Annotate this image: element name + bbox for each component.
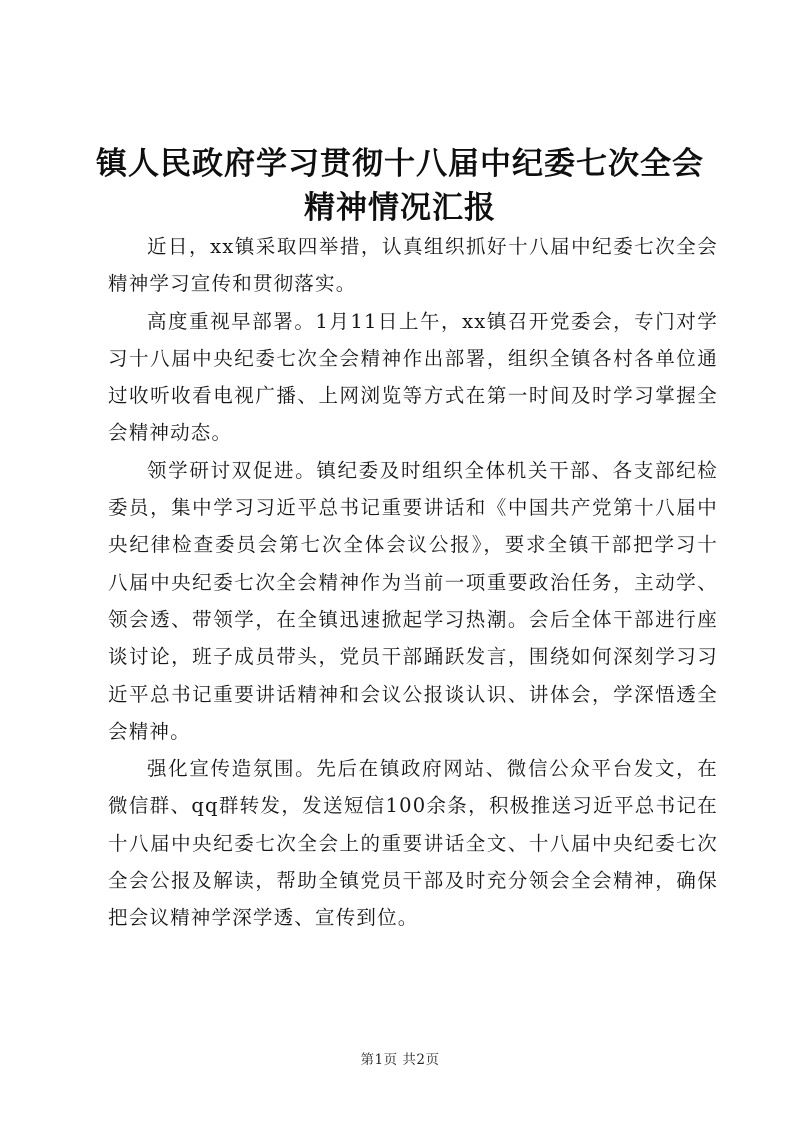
paragraph-study-discussion: 领学研讨双促进。镇纪委及时组织全体机关干部、各支部纪检委员，集中学习习近平总书记重要讲话和《中国共产党第十八届中央纪律检查委员会第七次全体会议公报》，要求全镇干部把学习十八届中央纪委七次全会精神作为当前一项重要政治任务，主动学、领会透、带领学，在全镇迅速掀起学习热潮。会后全体干部进行座谈讨论，班子成员带头，党员干部踊跃发言，围绕如何深刻学习习近平总书记重要讲话精神和会议公报谈认识、讲体会，学深悟透全会精神。 <box>108 458 718 743</box>
paragraph-intro: 近日，xx镇采取四举措，认真组织抓好十八届中纪委七次全会精神学习宣传和贯彻落实。 <box>108 235 718 296</box>
document-body <box>108 228 718 937</box>
document-title: 镇人民政府学习贯彻十八届中纪委七次全会精神情况汇报 <box>96 146 704 226</box>
page-number-footer: 第1页 共2页 <box>360 1052 440 1068</box>
paragraph-deployment: 高度重视早部署。1月11日上午，xx镇召开党委会，专门对学习十八届中央纪委七次全会精神作出部署，组织全镇各村各单位通过收听收看电视广播、上网浏览等方式在第一时间及时学习掌握全会精神动态。 <box>108 309 718 445</box>
paragraph-publicity: 强化宣传造氛围。先后在镇政府网站、微信公众平台发文，在微信群、qq群转发，发送短信100余条，积极推送习近平总书记在十八届中央纪委七次全会上的重要讲话全文、十八届中央纪委七次全会公报及解读，帮助全镇党员干部及时充分领会全会精神，确保把会议精神学深学透、宣传到位。 <box>108 757 718 930</box>
